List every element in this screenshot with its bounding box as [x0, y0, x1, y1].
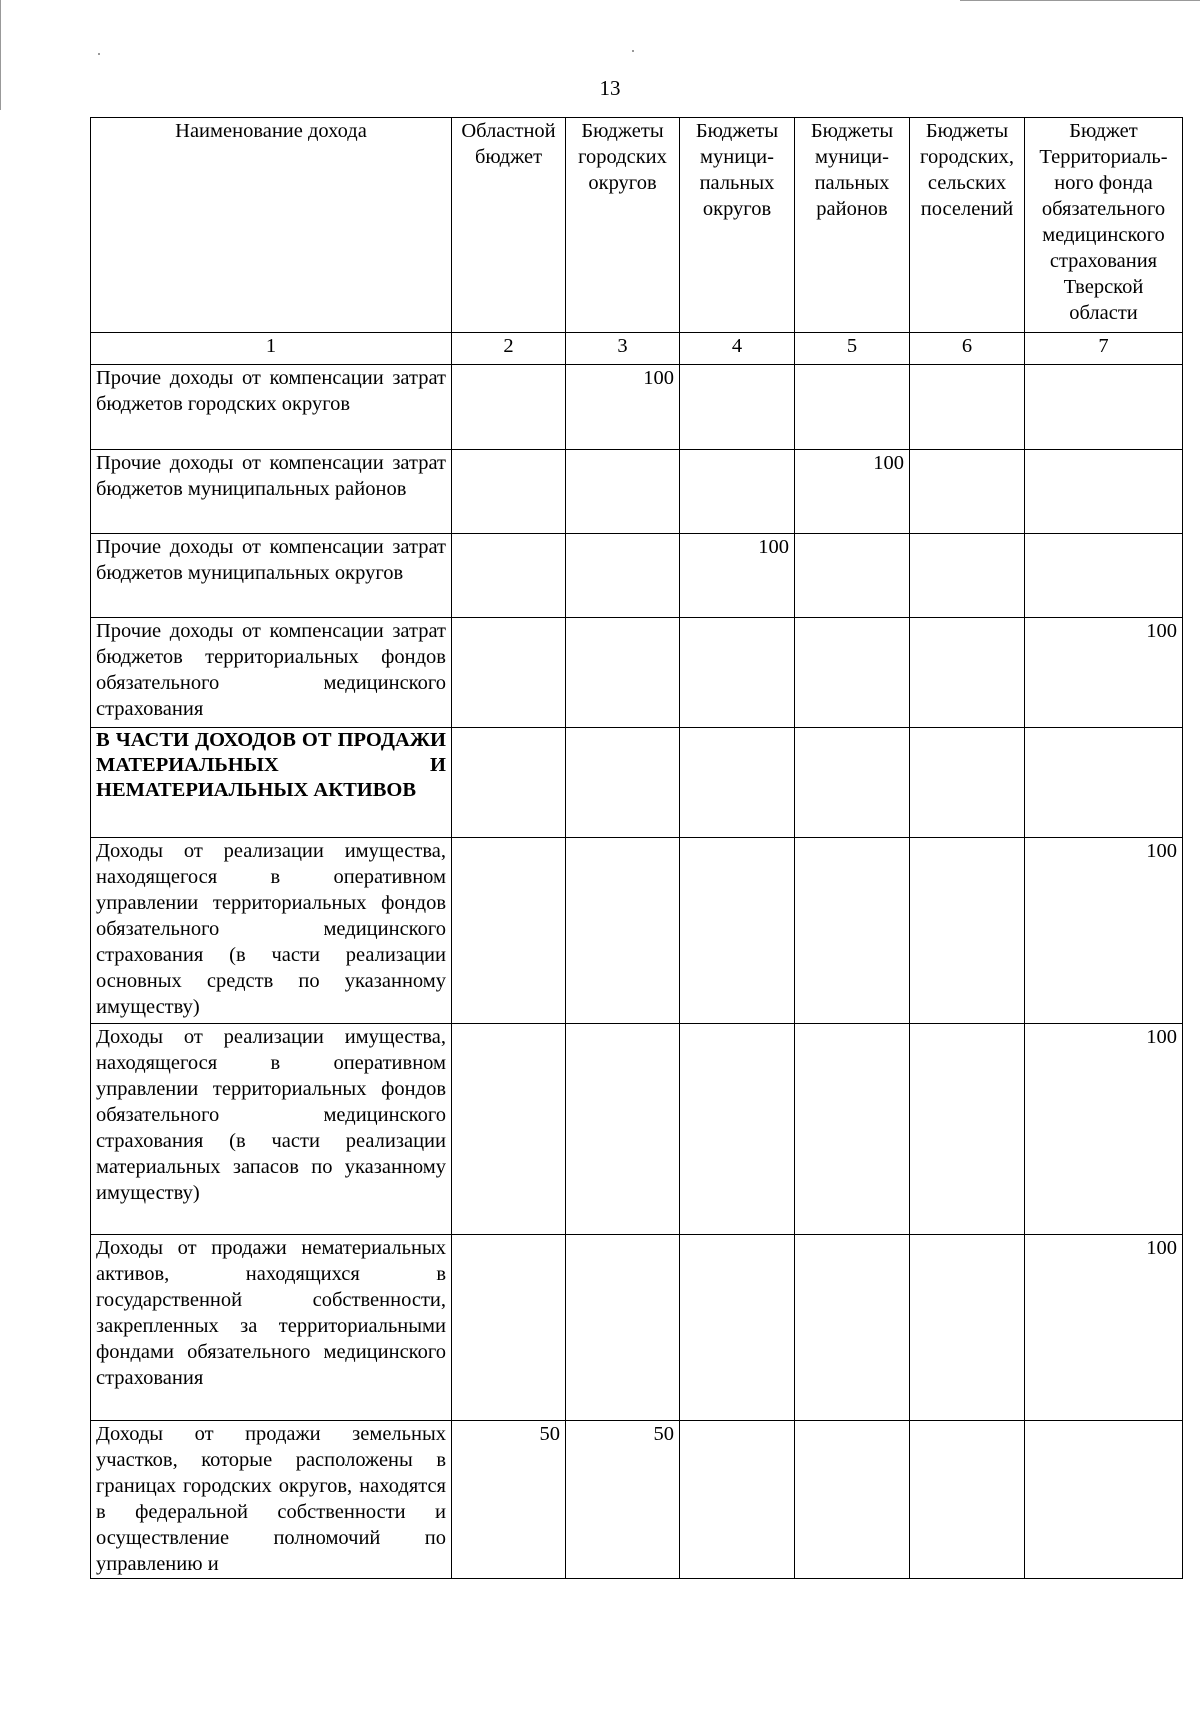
share-cell-col-3	[566, 450, 680, 534]
share-cell-col-7: 100	[1025, 618, 1183, 728]
share-cell-col-3	[566, 1024, 680, 1235]
share-cell-col-6	[910, 728, 1025, 838]
share-cell-col-7	[1025, 450, 1183, 534]
share-cell-col-3	[566, 618, 680, 728]
share-cell-col-4	[680, 618, 795, 728]
share-cell-col-4	[680, 728, 795, 838]
header-name: Наименование дохода	[91, 118, 452, 333]
share-cell-col-5	[795, 1421, 910, 1579]
share-cell-col-4	[680, 1421, 795, 1579]
share-cell-col-6	[910, 838, 1025, 1024]
share-cell-col-7	[1025, 728, 1183, 838]
page-number: 13	[599, 76, 621, 100]
revenue-distribution-table	[90, 117, 1183, 1579]
share-cell-col-5	[795, 728, 910, 838]
header-col-6: Бюджеты городских, сельских поселений	[910, 118, 1025, 333]
share-cell-col-7: 100	[1025, 1024, 1183, 1235]
revenue-name-cell: Прочие доходы от компенсации затрат бюджетов муниципальных округов	[91, 534, 452, 618]
share-cell-col-4	[680, 450, 795, 534]
share-cell-col-3	[566, 1235, 680, 1421]
share-cell-col-5: 100	[795, 450, 910, 534]
share-cell-col-3: 100	[566, 365, 680, 450]
share-cell-col-7: 100	[1025, 838, 1183, 1024]
table-body	[91, 365, 1183, 1579]
share-cell-col-5	[795, 618, 910, 728]
share-cell-col-4: 100	[680, 534, 795, 618]
share-cell-col-6	[910, 618, 1025, 728]
column-index: 2	[452, 333, 566, 365]
header-row	[91, 118, 1183, 333]
share-cell-col-2	[452, 534, 566, 618]
share-cell-col-4	[680, 365, 795, 450]
table-row	[91, 618, 1183, 728]
share-cell-col-3	[566, 838, 680, 1024]
scan-edge-line	[960, 0, 1200, 1]
share-cell-col-3	[566, 534, 680, 618]
share-cell-col-5	[795, 838, 910, 1024]
share-cell-col-3: 50	[566, 1421, 680, 1579]
revenue-name-cell: Доходы от продажи нематериальных активов, находящихся в государственной собственности, закрепленных за территориальными фондами обязательного медицинского страхования	[91, 1235, 452, 1421]
table-row	[91, 1235, 1183, 1421]
share-cell-col-2	[452, 450, 566, 534]
share-cell-col-7: 100	[1025, 1235, 1183, 1421]
share-cell-col-5	[795, 1024, 910, 1235]
share-cell-col-7	[1025, 1421, 1183, 1579]
share-cell-col-2	[452, 1024, 566, 1235]
header-col-7: Бюджет Территориаль-ного фонда обязательного медицинского страхования Тверской области	[1025, 118, 1183, 333]
column-index: 3	[566, 333, 680, 365]
table-row	[91, 534, 1183, 618]
share-cell-col-2: 50	[452, 1421, 566, 1579]
revenue-name-cell: Доходы от продажи земельных участков, которые расположены в границах городских округов, находятся в федеральной собственности и осуществление полномочий по управлению и	[91, 1421, 452, 1579]
revenue-name-cell: Прочие доходы от компенсации затрат бюджетов городских округов	[91, 365, 452, 450]
share-cell-col-4	[680, 1235, 795, 1421]
share-cell-col-4	[680, 1024, 795, 1235]
column-index: 5	[795, 333, 910, 365]
table-row	[91, 1024, 1183, 1235]
share-cell-col-5	[795, 365, 910, 450]
revenue-name-cell: В ЧАСТИ ДОХОДОВ ОТ ПРОДАЖИ МАТЕРИАЛЬНЫХ И НЕМАТЕРИАЛЬНЫХ АКТИВОВ	[91, 728, 452, 838]
share-cell-col-2	[452, 618, 566, 728]
header-col-3: Бюджеты городских округов	[566, 118, 680, 333]
revenue-name-cell: Доходы от реализации имущества, находящегося в оперативном управлении территориальных фондов обязательного медицинского страхования (в части реализации основных средств по указанному имуществу)	[91, 838, 452, 1024]
table-row	[91, 1421, 1183, 1579]
share-cell-col-6	[910, 1421, 1025, 1579]
scan-speck	[632, 50, 634, 52]
section-header-row	[91, 728, 1183, 838]
column-index: 7	[1025, 333, 1183, 365]
scan-edge-line	[0, 0, 1, 110]
share-cell-col-2	[452, 1235, 566, 1421]
column-index: 1	[91, 333, 452, 365]
share-cell-col-6	[910, 1235, 1025, 1421]
share-cell-col-5	[795, 534, 910, 618]
share-cell-col-6	[910, 450, 1025, 534]
column-index-row	[91, 333, 1183, 365]
share-cell-col-7	[1025, 534, 1183, 618]
share-cell-col-2	[452, 365, 566, 450]
share-cell-col-6	[910, 534, 1025, 618]
table-row	[91, 365, 1183, 450]
header-col-4: Бюджеты муници-пальных округов	[680, 118, 795, 333]
share-cell-col-2	[452, 838, 566, 1024]
share-cell-col-2	[452, 728, 566, 838]
revenue-name-cell: Прочие доходы от компенсации затрат бюджетов территориальных фондов обязательного медицинского страхования	[91, 618, 452, 728]
header-col-2: Областной бюджет	[452, 118, 566, 333]
table-row	[91, 450, 1183, 534]
scan-speck	[98, 53, 100, 55]
share-cell-col-6	[910, 1024, 1025, 1235]
share-cell-col-5	[795, 1235, 910, 1421]
column-index: 4	[680, 333, 795, 365]
column-index: 6	[910, 333, 1025, 365]
revenue-name-cell: Прочие доходы от компенсации затрат бюджетов муниципальных районов	[91, 450, 452, 534]
share-cell-col-4	[680, 838, 795, 1024]
share-cell-col-7	[1025, 365, 1183, 450]
share-cell-col-6	[910, 365, 1025, 450]
table-row	[91, 838, 1183, 1024]
revenue-name-cell: Доходы от реализации имущества, находящегося в оперативном управлении территориальных фондов обязательного медицинского страхования (в части реализации материальных запасов по указанному имуществу)	[91, 1024, 452, 1235]
header-col-5: Бюджеты муници-пальных районов	[795, 118, 910, 333]
share-cell-col-3	[566, 728, 680, 838]
